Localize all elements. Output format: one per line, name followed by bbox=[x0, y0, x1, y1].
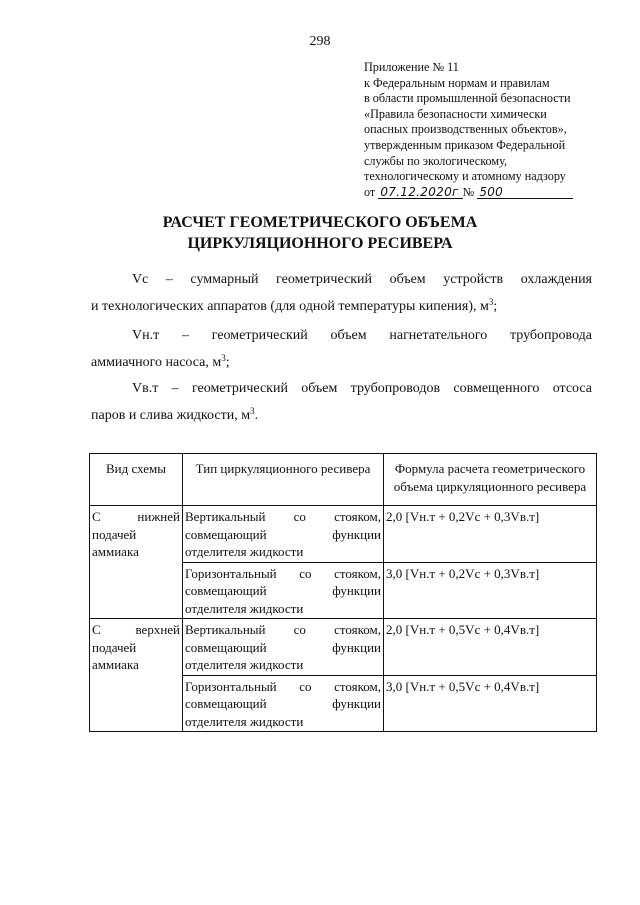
definition-rest-line bbox=[91, 402, 592, 429]
scheme-cell bbox=[90, 506, 183, 619]
definition-vc bbox=[91, 266, 592, 320]
superscript: 3 bbox=[250, 406, 255, 416]
appendix-line: технологическому и атомному надзору bbox=[364, 169, 566, 184]
title-line-1: РАСЧЕТ ГЕОМЕТРИЧЕСКОГО ОБЪЕМА bbox=[162, 214, 478, 231]
formula-cell: 3,0 [Vн.т + 0,5Vc + 0,4Vв.т] bbox=[384, 675, 597, 732]
definition-text: паров и слива жидкости, м bbox=[91, 408, 251, 423]
receiver-type-cell bbox=[183, 506, 384, 563]
superscript: 3 bbox=[221, 353, 226, 363]
scheme-cell bbox=[90, 619, 183, 732]
date-prefix: от bbox=[364, 184, 376, 199]
table-header-row bbox=[90, 454, 597, 506]
definition-end: . bbox=[254, 408, 259, 423]
formula-cell: 3,0 [Vн.т + 0,2Vc + 0,3Vв.т] bbox=[384, 562, 597, 619]
appendix-line: утвержденным приказом Федеральной bbox=[364, 137, 566, 152]
number-prefix: № bbox=[462, 184, 475, 199]
appendix-line: опасных производственных объектов», bbox=[364, 122, 567, 137]
superscript: 3 bbox=[488, 297, 494, 307]
type-line: отделителя жидкости bbox=[185, 600, 304, 616]
type-line: совмещающий функции bbox=[185, 583, 381, 598]
title-line-2: ЦИРКУЛЯЦИОННОГО РЕСИВЕРА bbox=[187, 235, 453, 252]
appendix-date-line bbox=[364, 185, 626, 201]
definition-first-line: Vc – суммарный геометрический объем устройств охлаждения bbox=[132, 272, 592, 287]
handwritten-order-number: 500 bbox=[477, 186, 573, 199]
receiver-type-cell bbox=[183, 675, 384, 732]
type-line: отделителя жидкости bbox=[185, 713, 304, 729]
type-line: Горизонтальный со стояком, bbox=[185, 678, 381, 694]
header-formula: Формула расчета геометрического объема циркуляционного ресивера bbox=[384, 454, 597, 506]
scheme-text: подачей аммиака bbox=[92, 639, 139, 672]
scheme-line: С нижней bbox=[92, 509, 180, 524]
appendix-line: службы по экологическому, bbox=[364, 153, 507, 168]
type-line: Вертикальный со стояком, bbox=[185, 509, 381, 524]
formula-cell: 2,0 [Vн.т + 0,5Vc + 0,4Vв.т] bbox=[384, 619, 597, 676]
scheme-line: С верхней bbox=[92, 622, 180, 637]
scheme-text: подачей аммиака bbox=[92, 526, 139, 559]
definition-end: ; bbox=[493, 299, 498, 314]
document-title bbox=[0, 212, 640, 254]
definition-first-line: Vв.т – геометрический объем трубопроводов совмещенного отсоса bbox=[132, 381, 592, 396]
definition-rest-line bbox=[91, 293, 592, 320]
type-line: совмещающий функции bbox=[185, 526, 381, 542]
receiver-type-cell bbox=[183, 619, 384, 676]
definition-end: ; bbox=[225, 355, 230, 370]
definition-text: аммиачного насоса, м bbox=[91, 355, 222, 370]
appendix-line: Приложение № 11 bbox=[364, 60, 459, 74]
type-line: совмещающий функции bbox=[185, 639, 381, 655]
receiver-type-cell bbox=[183, 562, 384, 619]
definition-vnt bbox=[91, 322, 592, 376]
table-row bbox=[90, 506, 597, 563]
definition-text: и технологических аппаратов (для одной температуры кипения), м bbox=[91, 299, 489, 314]
type-line: Горизонтальный со стояком, bbox=[185, 565, 381, 581]
receiver-volume-table bbox=[89, 453, 597, 732]
type-line: Вертикальный со стояком, bbox=[185, 622, 381, 637]
definition-first-line: Vн.т – геометрический объем нагнетательного трубопровода bbox=[132, 328, 592, 343]
type-line: отделителя жидкости bbox=[185, 657, 304, 672]
type-line: совмещающий функции bbox=[185, 696, 381, 711]
appendix-line: к Федеральным нормам и правилам bbox=[364, 75, 550, 90]
appendix-header bbox=[364, 60, 626, 200]
header-receiver-type: Тип циркуляционного ресивера bbox=[183, 454, 384, 506]
appendix-line: «Правила безопасности химически bbox=[364, 106, 547, 121]
header-scheme-type: Вид схемы bbox=[90, 454, 183, 506]
table-row bbox=[90, 619, 597, 676]
handwritten-date: 07.12.2020г bbox=[378, 186, 462, 199]
definition-rest-line bbox=[91, 349, 592, 376]
type-line: отделителя жидкости bbox=[185, 544, 304, 559]
page-number: 298 bbox=[309, 34, 331, 49]
appendix-line: в области промышленной безопасности bbox=[364, 91, 571, 106]
definition-vvt bbox=[91, 375, 592, 429]
formula-cell: 2,0 [Vн.т + 0,2Vc + 0,3Vв.т] bbox=[384, 506, 597, 563]
